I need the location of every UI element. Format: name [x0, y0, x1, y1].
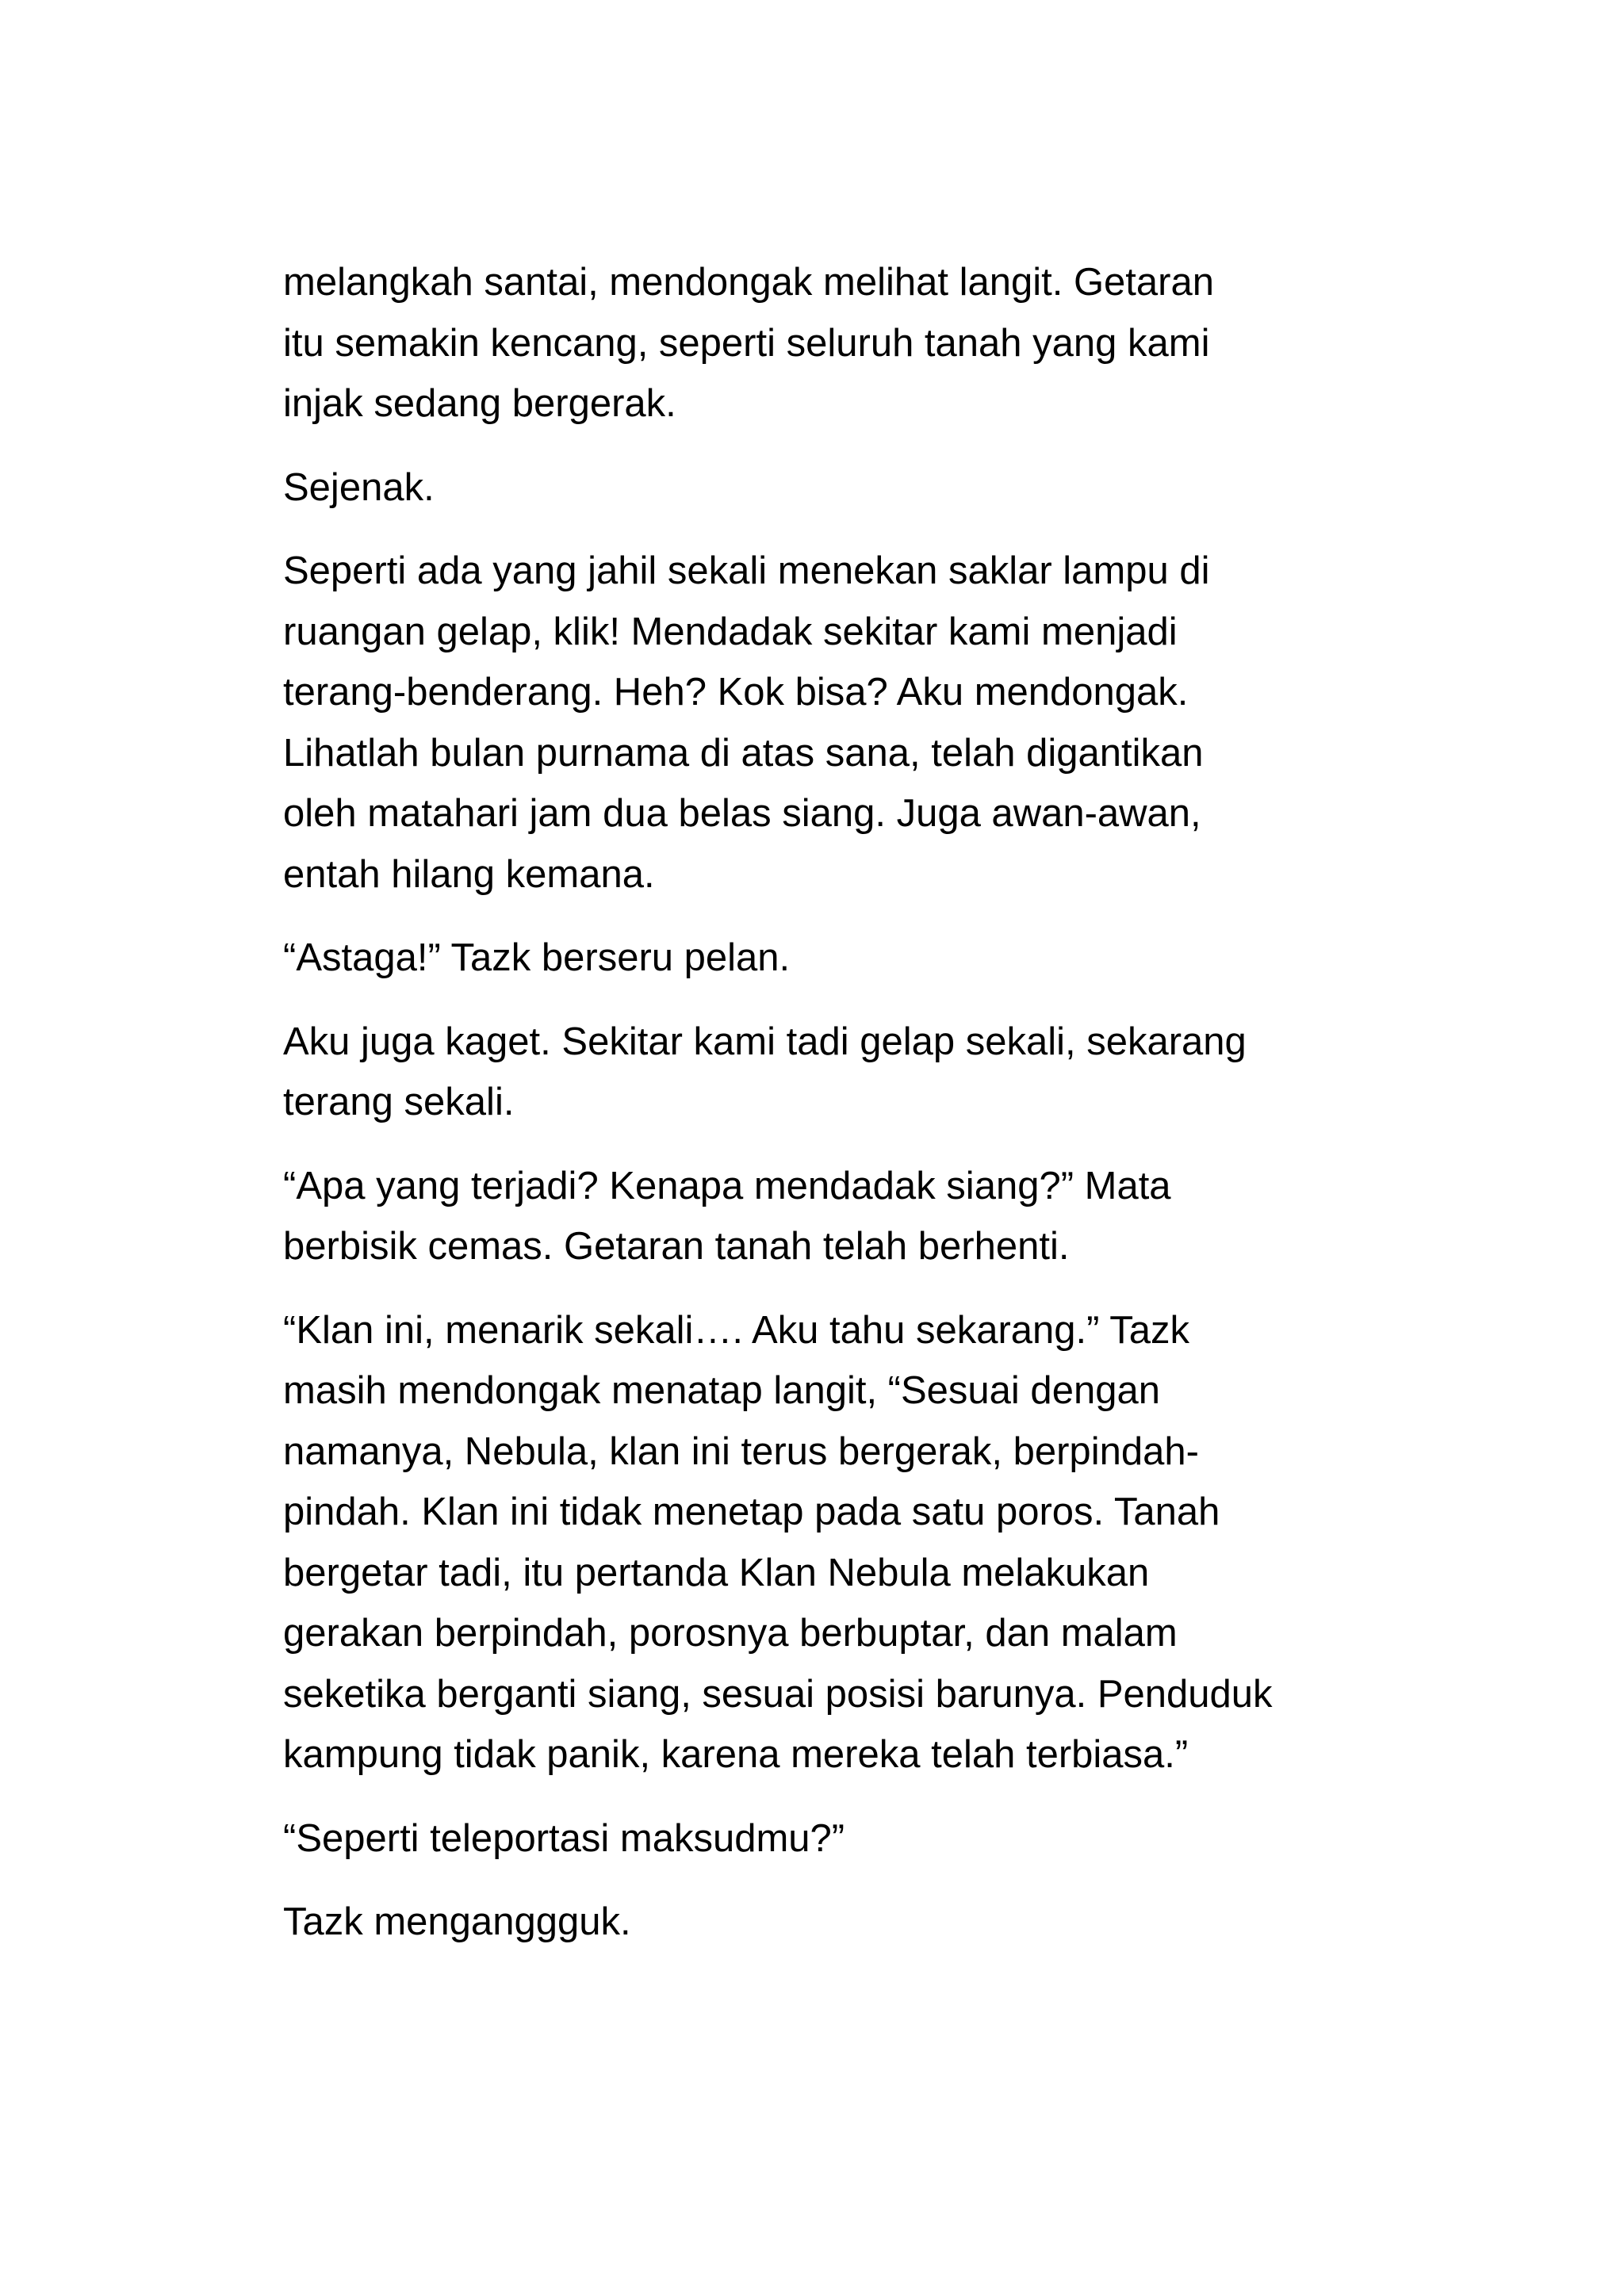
- text-line: seketika berganti siang, sesuai posisi barunya. Penduduk: [283, 1672, 1273, 1716]
- text-line: ruangan gelap, klik! Mendadak sekitar kami menjadi: [283, 610, 1178, 653]
- text-line: itu semakin kencang, seperti seluruh tanah yang kami: [283, 321, 1210, 365]
- text-line: Lihatlah bulan purnama di atas sana, telah digantikan: [283, 731, 1204, 775]
- paragraph: [283, 1012, 1369, 1133]
- text-line: kampung tidak panik, karena mereka telah terbiasa.”: [283, 1733, 1189, 1776]
- paragraph: [283, 541, 1369, 905]
- text-line: “Klan ini, menarik sekali…. Aku tahu sekarang.” Tazk: [283, 1308, 1189, 1352]
- text-line: Sejenak.: [283, 465, 435, 509]
- text-line: pindah. Klan ini tidak menetap pada satu poros. Tanah: [283, 1490, 1220, 1533]
- text-line: Aku juga kaget. Sekitar kami tadi gelap sekali, sekarang: [283, 1020, 1247, 1063]
- text-line: injak sedang bergerak.: [283, 382, 676, 425]
- text-line: masih mendongak menatap langit, “Sesuai dengan: [283, 1369, 1160, 1412]
- text-line: berbisik cemas. Getaran tanah telah berhenti.: [283, 1225, 1070, 1268]
- text-line: oleh matahari jam dua belas siang. Juga awan-awan,: [283, 792, 1201, 835]
- paragraph: [283, 1892, 1369, 1953]
- text-line: melangkah santai, mendongak melihat langit. Getaran: [283, 261, 1214, 304]
- body-text: [283, 252, 1369, 1976]
- text-line: entah hilang kemana.: [283, 852, 655, 896]
- text-line: terang sekali.: [283, 1081, 515, 1123]
- paragraph: [283, 1156, 1369, 1277]
- paragraph: [283, 928, 1369, 989]
- text-line: Tazk menganggguk.: [283, 1900, 631, 1943]
- text-line: Seperti ada yang jahil sekali menekan saklar lampu di: [283, 549, 1210, 592]
- text-line: “Apa yang terjadi? Kenapa mendadak siang?” Mata: [283, 1164, 1171, 1207]
- text-line: gerakan berpindah, porosnya berbuptar, dan malam: [283, 1612, 1178, 1655]
- text-line: namanya, Nebula, klan ini terus bergerak, berpindah-: [283, 1429, 1199, 1473]
- paragraph: [283, 457, 1369, 519]
- text-line: bergetar tadi, itu pertanda Klan Nebula melakukan: [283, 1551, 1150, 1594]
- paragraph: [283, 1300, 1369, 1785]
- paragraph: [283, 252, 1369, 434]
- text-line: “Seperti teleportasi maksudmu?”: [283, 1816, 845, 1860]
- text-line: terang-benderang. Heh? Kok bisa? Aku mendongak.: [283, 671, 1189, 714]
- text-line: “Astaga!” Tazk berseru pelan.: [283, 936, 791, 979]
- paragraph: [283, 1808, 1369, 1869]
